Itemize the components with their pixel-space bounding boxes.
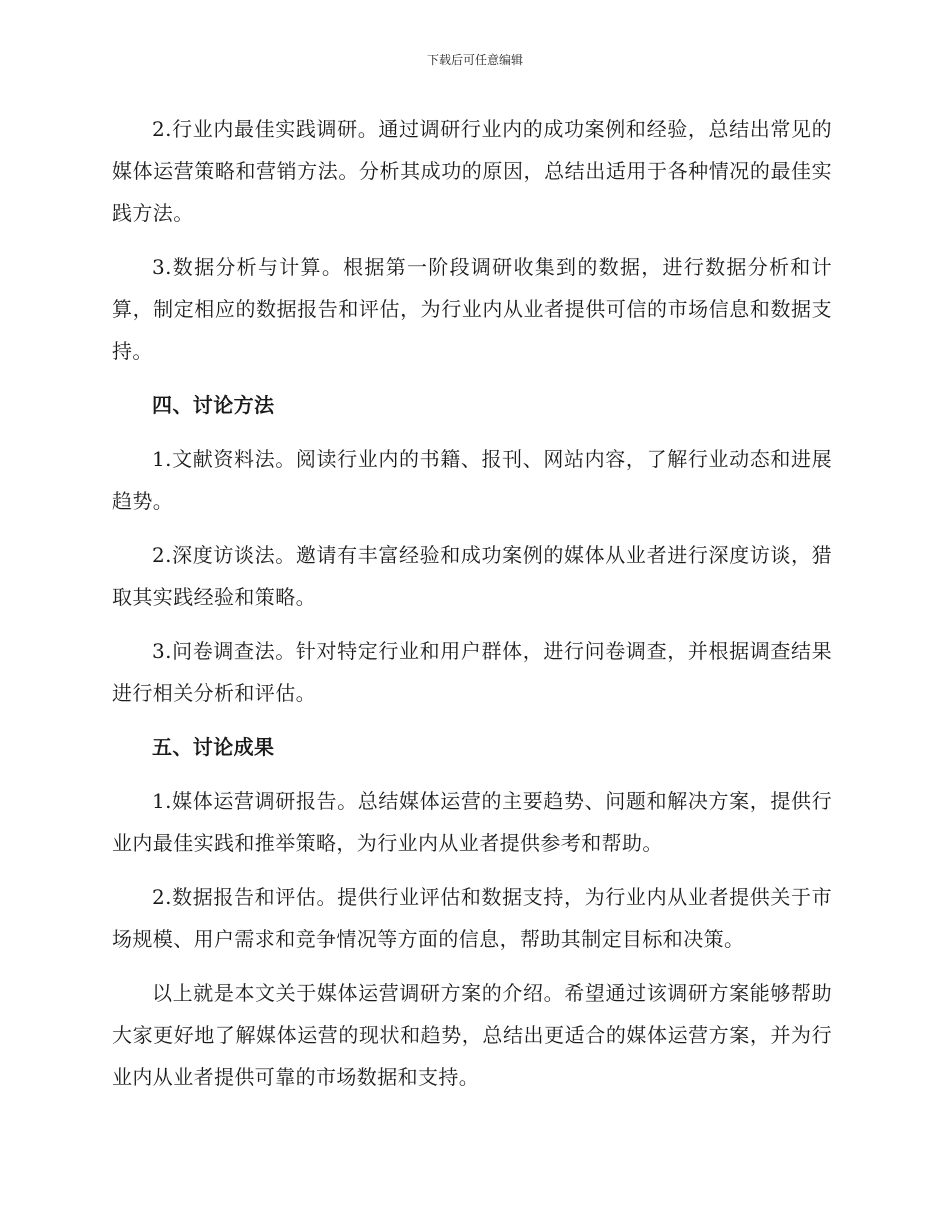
paragraph-data-analysis: 3.数据分析与计算。根据第一阶段调研收集到的数据，进行数据分析和计算，制定相应的数据报告和评估，为行业内从业者提供可信的市场信息和数据支持。: [112, 255, 832, 363]
document-body: [112, 108, 832, 1110]
page-header: 下载后可任意编辑: [426, 53, 523, 67]
paragraph-survey-method: 3.问卷调查法。针对特定行业和用户群体，进行问卷调查，并根据调查结果进行相关分析和评估。: [112, 639, 832, 705]
section-heading-results: 五、讨论成果: [152, 735, 275, 759]
section-heading-methods: 四、讨论方法: [152, 393, 275, 417]
paragraph-data-report: 2.数据报告和评估。提供行业评估和数据支持，为行业内从业者提供关于市场规模、用户需求和竞争情况等方面的信息，帮助其制定目标和决策。: [112, 885, 832, 951]
paragraph-best-practice-research: 2.行业内最佳实践调研。通过调研行业内的成功案例和经验，总结出常见的媒体运营策略和营销方法。分析其成功的原因，总结出适用于各种情况的最佳实践方法。: [112, 117, 832, 225]
paragraph-literature-method: 1.文献资料法。阅读行业内的书籍、报刊、网站内容，了解行业动态和进展趋势。: [112, 447, 832, 513]
paragraph-conclusion: 以上就是本文关于媒体运营调研方案的介绍。希望通过该调研方案能够帮助大家更好地了解媒体运营的现状和趋势，总结出更适合的媒体运营方案，并为行业内从业者提供可靠的市场数据和支持。: [112, 981, 832, 1089]
paragraph-interview-method: 2.深度访谈法。邀请有丰富经验和成功案例的媒体从业者进行深度访谈，猎取其实践经验和策略。: [112, 543, 832, 609]
paragraph-research-report: 1.媒体运营调研报告。总结媒体运营的主要趋势、问题和解决方案，提供行业内最佳实践和推举策略，为行业内从业者提供参考和帮助。: [112, 789, 832, 855]
